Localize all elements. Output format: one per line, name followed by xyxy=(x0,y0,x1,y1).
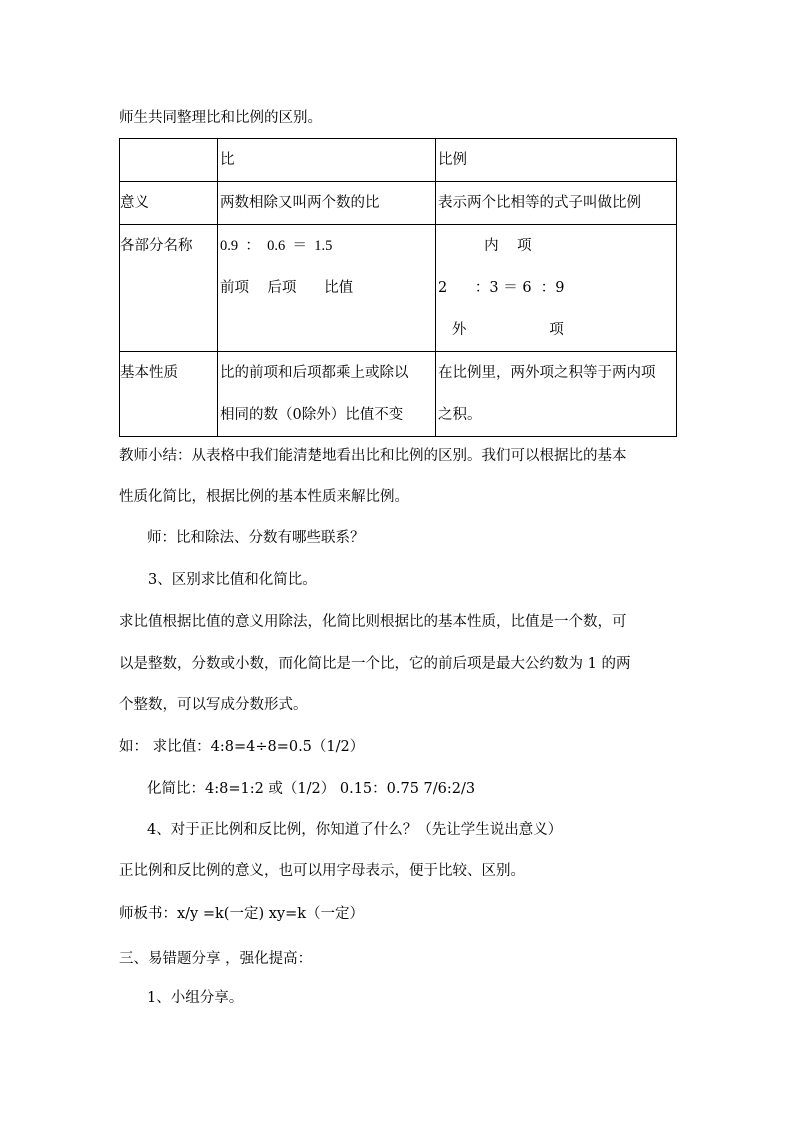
cell-text: 两数相除又叫两个数的比 xyxy=(220,195,380,211)
section-3-heading: 3、区别求比值和化简比。 xyxy=(148,572,317,588)
cell-text: 内 项 xyxy=(438,238,532,254)
explain-line-1: 求比值根据比值的意义用除法，化简比则根据比的基本性质，比值是一个数，可 xyxy=(119,614,627,630)
cell-text: 相同的数（0除外）比值不变 xyxy=(220,407,404,423)
cell-bi-meaning xyxy=(218,182,436,225)
explain-line-3: 个整数，可以写成分数形式。 xyxy=(119,697,308,713)
table-row xyxy=(120,225,677,352)
header-empty-cell xyxy=(120,139,218,182)
cell-bili-parts xyxy=(436,225,677,352)
cell-text: 之积。 xyxy=(438,407,482,423)
cell-bili-meaning xyxy=(436,182,677,225)
cell-text: 比的前项和后项都乘上或除以 xyxy=(220,365,409,381)
group-share-line: 1、小组分享。 xyxy=(147,990,244,1006)
part-3-heading: 三、易错题分享 ，强化提高： xyxy=(119,951,313,967)
table-header-row xyxy=(120,139,677,182)
summary-line-2: 性质化简比，根据比例的基本性质来解比例。 xyxy=(119,489,409,505)
table-row xyxy=(120,352,677,437)
cell-bi-parts xyxy=(218,225,436,352)
cell-text: 在比例里，两外项之积等于两内项 xyxy=(438,365,656,381)
cell-bi-property xyxy=(218,352,436,437)
row-label-property: 基本性质 xyxy=(120,352,218,437)
cell-text: 2 ：3 ＝ 6 ：9 xyxy=(438,280,565,296)
row-label-parts: 各部分名称 xyxy=(120,225,218,352)
row-label-meaning: 意义 xyxy=(120,182,218,225)
explain-line-2: 以是整数，分数或小数，而化简比是一个比，它的前后项是最大公约数为 1 的两 xyxy=(119,656,631,672)
header-bili: 比例 xyxy=(436,139,677,182)
cell-text: 前项 后项 比值 xyxy=(220,280,354,296)
summary-line-1: 教师小结：从表格中我们能清楚地看出比和比例的区别。我们可以根据比的基本 xyxy=(119,448,627,464)
comparison-table xyxy=(119,138,677,437)
cell-text: 0.9 ： 0.6 ＝ 1.5 xyxy=(220,238,333,254)
cell-text: 外 项 xyxy=(438,322,564,338)
example-line-1: 如： 求比值：4:8=4÷8=0.5（1/2） xyxy=(119,739,365,755)
board-line: 师板书：x/y =k(一定) xy=k（一定） xyxy=(119,906,365,922)
teacher-question: 师：比和除法、分数有哪些联系？ xyxy=(147,530,365,546)
header-bi: 比 xyxy=(218,139,436,182)
cell-bili-property xyxy=(436,352,677,437)
meaning-line: 正比例和反比例的意义，也可以用字母表示，便于比较、区别。 xyxy=(119,863,525,879)
table-row xyxy=(120,182,677,225)
section-4-heading: 4、对于正比例和反比例，你知道了什么？（先让学生说出意义） xyxy=(147,822,563,838)
cell-text: 表示两个比相等的式子叫做比例 xyxy=(438,195,641,211)
example-line-2: 化简比：4:8=1:2 或（1/2） 0.15：0.75 7/6:2/3 xyxy=(147,781,476,797)
heading: 师生共同整理比和比例的区别。 xyxy=(119,110,322,126)
